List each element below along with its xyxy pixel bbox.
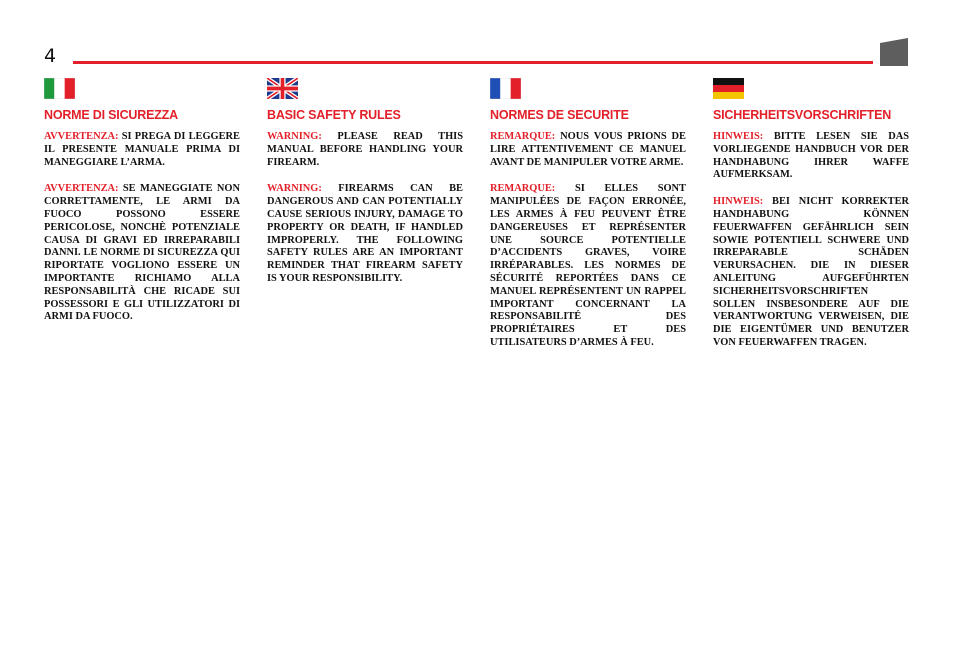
column-italian bbox=[44, 78, 240, 338]
warning-text: SE MANEGGIATE NON CORRETTAMENTE, LE ARMI DA FUOCO POSSONO ESSERE PERICOLOSE, NONCHÈ POTENZIALE CAUSA DI GRAVI ED IRREPARABILI DANNI. LE NORME DI SICUREZZA QUI RIPORTATE VOGLIONO ESSERE UN IMPORTANTE RICHIAMO ALLA RESPONSABILITÀ CHE RICADE SUI POSSESSORI E GLI UTILIZZATORI DI ARMI DA FUOCO. bbox=[44, 183, 240, 323]
warning-paragraph bbox=[490, 131, 686, 169]
page-number: 4 bbox=[44, 45, 57, 67]
header-rule bbox=[73, 61, 873, 64]
warning-paragraph bbox=[267, 131, 463, 169]
uk-flag-icon bbox=[267, 78, 298, 99]
warning-text: BITTE LESEN SIE DAS VORLIEGENDE HANDBUCH VOR DER HANDHABUNG IHRER WAFFE AUFMERKSAM. bbox=[713, 131, 909, 181]
warning-paragraph bbox=[44, 183, 240, 324]
warning-label: HINWEIS: bbox=[713, 131, 764, 142]
warning-text: BEI NICHT KORREKTER HANDHABUNG KÖNNEN FEUERWAFFEN GEFÄHRLICH SEIN SOWIE POTENTIELL SCHWERE UND IRREPARABLE SCHÄDEN VERURSACHEN. DIE IN DIESER ANLEITUNG AUFGEFÜHRTEN SICHERHEITSVORSCHRIFTEN SOLLEN INSBESONDERE AUF DIE VERANTWORTUNG VERWEISEN, DIE DIE EIGENTÜMER UND BENUTZER VON FEUERWAFFEN TRAGEN. bbox=[713, 196, 909, 348]
italy-flag-icon bbox=[44, 78, 75, 99]
warning-paragraph bbox=[44, 131, 240, 169]
warning-label: WARNING: bbox=[267, 183, 322, 195]
section-heading: BASIC SAFETY RULES bbox=[267, 108, 401, 122]
warning-label: WARNING: bbox=[267, 131, 322, 142]
page-corner-tab bbox=[880, 38, 908, 66]
warning-label: REMARQUE: bbox=[490, 183, 556, 195]
warning-text: PLEASE READ THIS MANUAL BEFORE HANDLING YOUR FIREARM. bbox=[267, 131, 463, 168]
warning-paragraph bbox=[490, 183, 686, 349]
warning-paragraph bbox=[267, 183, 463, 285]
warning-label: AVVERTENZA: bbox=[44, 131, 119, 142]
warning-paragraph bbox=[713, 196, 909, 350]
column-english bbox=[267, 78, 463, 300]
warning-text: NOUS VOUS PRIONS DE LIRE ATTENTIVEMENT CE MANUEL AVANT DE MANIPULER VOTRE ARME. bbox=[490, 131, 686, 168]
warning-label: AVVERTENZA: bbox=[44, 183, 119, 195]
warning-label: HINWEIS: bbox=[713, 196, 764, 208]
column-german bbox=[713, 78, 909, 364]
warning-text: SI PREGA DI LEGGERE IL PRESENTE MANUALE PRIMA DI MANEGGIARE L’ARMA. bbox=[44, 131, 240, 168]
section-heading: NORMES DE SECURITE bbox=[490, 108, 629, 122]
section-heading: SICHERHEITSVORSCHRIFTEN bbox=[713, 108, 892, 122]
germany-flag-icon bbox=[713, 78, 744, 99]
france-flag-icon bbox=[490, 78, 521, 99]
section-heading: NORME DI SICUREZZA bbox=[44, 108, 178, 122]
warning-text: FIREARMS CAN BE DANGEROUS AND CAN POTENTIALLY CAUSE SERIOUS INJURY, DAMAGE TO PROPERTY OR DEATH, IF HANDLED IMPROPERLY. THE FOLLOWING SAFETY RULES ARE AN IMPORTANT REMINDER THAT FIREARM SAFETY IS YOUR RESPONSIBILITY. bbox=[267, 183, 463, 284]
warning-text: SI ELLES SONT MANIPULÉES DE FAÇON ERRONÉE, LES ARMES À FEU PEUVENT ÊTRE DANGEREUSES ET REPRÉSENTER UNE SOURCE POTENTIELLE D’ACCIDENTS GRAVES, VOIRE IRRÉPARABLES. LES NORMES DE SÉCURITÉ REPORTÉES DANS CE MANUEL REPRÉSENTENT UN RAPPEL IMPORTANT CONCERNANT LA RESPONSABILITÉ DES PROPRIÉTAIRES ET DES UTILISATEURS D’ARMES À FEU. bbox=[490, 183, 686, 348]
column-french bbox=[490, 78, 686, 364]
warning-label: REMARQUE: bbox=[490, 131, 556, 142]
warning-paragraph bbox=[713, 131, 909, 182]
